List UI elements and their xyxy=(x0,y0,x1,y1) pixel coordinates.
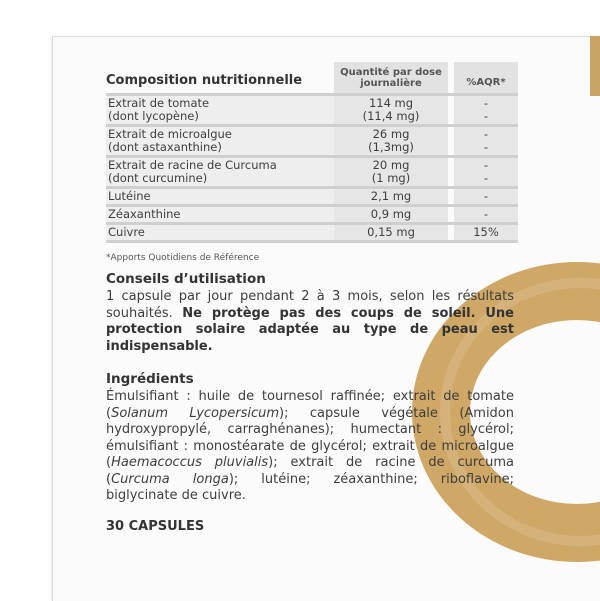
table-row xyxy=(106,189,518,204)
column-quantity-header: Quantité par dose journalière xyxy=(334,62,451,93)
table-row xyxy=(106,158,518,186)
usage-title: Conseils d’utilisation xyxy=(106,271,266,287)
nutrient-qty: 114 mg xyxy=(368,96,414,110)
table-row xyxy=(106,96,518,124)
usage-text: 1 capsule par jour pendant 2 à 3 mois, selon les résultats souhaités. xyxy=(106,289,514,321)
label-content xyxy=(106,62,526,534)
capsule-count: 30 CAPSULES xyxy=(106,518,205,534)
nutrient-name: Zéaxanthine xyxy=(106,207,334,222)
nutrient-name: Extrait de microalgue xyxy=(108,127,232,141)
table-row xyxy=(106,127,518,155)
ingredients-text-1: Émulsifiant : huile de tournesol raffinée; extrait de tomate ( xyxy=(106,389,514,421)
ingredient-latin-microalgae: Haemacoccus pluvialis xyxy=(111,455,269,470)
nutrient-aqr: - xyxy=(483,96,489,110)
nutrient-sub: (dont astaxanthine) xyxy=(108,140,222,154)
usage-paragraph xyxy=(106,289,514,355)
nutrient-name: Cuivre xyxy=(106,225,334,240)
column-aqr-header: %AQR* xyxy=(451,62,518,93)
ingredient-latin-curcuma: Curcuma longa xyxy=(111,471,229,487)
table-row xyxy=(106,207,518,222)
nutrient-qty-sub: (1 mg) xyxy=(371,171,411,185)
nutrient-name: Lutéine xyxy=(106,189,334,204)
gold-edge-stripe xyxy=(590,36,600,96)
ingredient-latin-tomato: Solanum Lycopersicum xyxy=(111,405,280,421)
ingredients-text-4: ); lutéine; zéaxanthine; riboflavine; biglycinate de cuivre. xyxy=(106,471,514,503)
nutrient-aqr: - xyxy=(451,189,518,204)
nutrient-sub: (dont lycopène) xyxy=(108,109,199,123)
nutrient-qty: 0,15 mg xyxy=(334,225,451,240)
nutrient-qty: 2,1 mg xyxy=(334,189,451,204)
nutrition-table xyxy=(106,62,518,243)
nutrient-name: Extrait de tomate xyxy=(108,96,210,110)
nutrient-aqr: - xyxy=(451,207,518,222)
ingredients-text-3: ); extrait de racine de curcuma ( xyxy=(106,455,514,487)
nutrient-aqr-sub: - xyxy=(483,171,489,185)
ingredients-title: Ingrédients xyxy=(106,371,194,387)
ingredients-paragraph xyxy=(106,389,514,505)
nutrient-qty: 26 mg xyxy=(372,127,410,141)
nutrient-aqr-sub: - xyxy=(483,109,489,123)
table-row xyxy=(106,225,518,240)
nutrition-title: Composition nutritionnelle xyxy=(106,73,303,88)
nutrient-qty-sub: (11,4 mg) xyxy=(362,109,420,123)
nutrient-name: Extrait de racine de Curcuma xyxy=(108,158,277,172)
nutrient-qty: 0,9 mg xyxy=(334,207,451,222)
nutrition-header-row xyxy=(106,62,518,93)
nutrient-aqr-sub: - xyxy=(483,140,489,154)
nutrient-aqr: - xyxy=(483,127,489,141)
nutrient-qty: 20 mg xyxy=(372,158,410,172)
aqr-footnote: *Apports Quotidiens de Référence xyxy=(106,253,260,263)
nutrient-aqr: 15% xyxy=(451,225,518,240)
usage-warning: Ne protège pas des coups de soleil. Une protection solaire adaptée au type de peau est indispensable. xyxy=(106,305,514,354)
nutrient-sub: (dont curcumine) xyxy=(108,171,208,185)
nutrient-qty-sub: (1,3mg) xyxy=(368,140,414,154)
nutrient-aqr: - xyxy=(483,158,489,172)
ingredients-text-2: ); capsule végétale (Amidon hydroxypropylé, carraghénanes); humectant : glycérol; émulsifiant : monostéarate de glycérol; extrait de microalgue ( xyxy=(106,405,514,470)
